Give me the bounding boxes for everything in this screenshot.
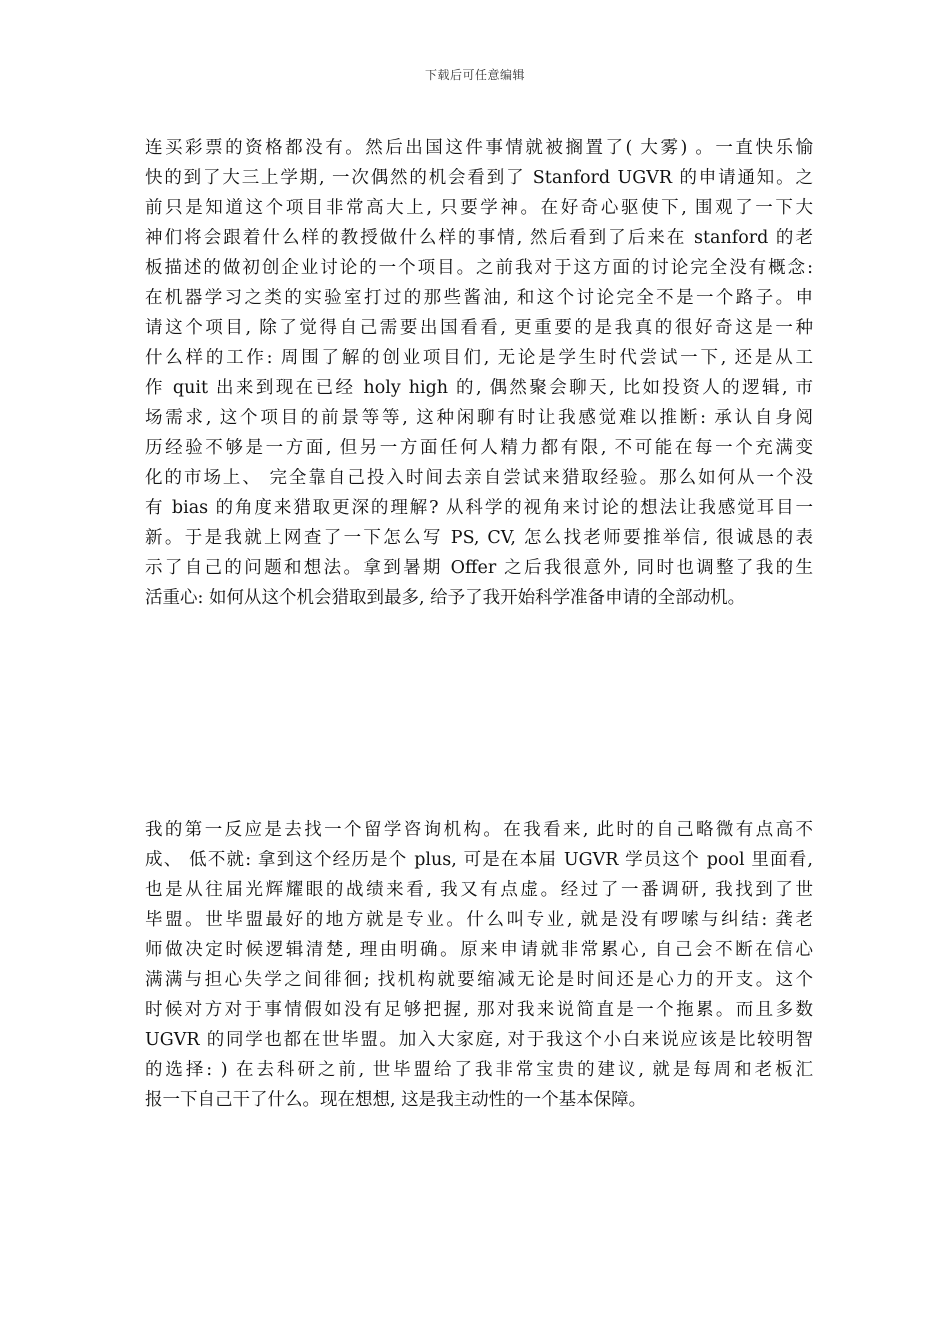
text-line: 也是从往届光辉耀眼的战绩来看, 我又有点虚。经过了一番调研, 我找到了世 bbox=[145, 880, 813, 900]
text-line: UGVR 的同学也都在世毕盟。加入大家庭, 对于我这个小白来说应该是比较明智 bbox=[145, 1030, 813, 1050]
text-line: 的选择: ) 在去科研之前, 世毕盟给了我非常宝贵的建议, 就是每周和老板汇 bbox=[145, 1060, 813, 1080]
text-line: 板描述的做初创企业讨论的一个项目。之前我对于这方面的讨论完全没有概念: bbox=[145, 258, 813, 278]
text-line: 前只是知道这个项目非常高大上, 只要学神。在好奇心驱使下, 围观了一下大 bbox=[145, 198, 813, 218]
text-line: 新。于是我就上网查了一下怎么写 PS, CV, 怎么找老师要推举信, 很诚恳的表 bbox=[145, 528, 813, 548]
text-line: 什么样的工作: 周围了解的创业项目们, 无论是学生时代尝试一下, 还是从工 bbox=[145, 348, 813, 368]
text-line: 神们将会跟着什么样的教授做什么样的事情, 然后看到了后来在 stanford 的老 bbox=[145, 228, 813, 248]
text-line: 师做决定时候逻辑清楚, 理由明确。原来申请就非常累心, 自己会不断在信心 bbox=[145, 940, 813, 960]
text-line: 快的到了大三上学期, 一次偶然的机会看到了 Stanford UGVR 的申请通知。之 bbox=[145, 168, 813, 188]
text-line: 在机器学习之类的实验室打过的那些酱油, 和这个讨论完全不是一个路子。申 bbox=[145, 288, 813, 308]
text-line: 作 quit 出来到现在已经 holy high 的, 偶然聚会聊天, 比如投资人的逻辑, 市 bbox=[145, 378, 813, 398]
text-line: 请这个项目, 除了觉得自己需要出国看看, 更重要的是我真的很好奇这是一种 bbox=[145, 318, 813, 338]
text-line: 成、 低不就: 拿到这个经历是个 plus, 可是在本届 UGVR 学员这个 pool 里面看, bbox=[145, 850, 813, 870]
text-line: 时候对方对于事情假如没有足够把握, 那对我来说简直是一个拖累。而且多数 bbox=[145, 1000, 813, 1020]
text-line: 活重心: 如何从这个机会猎取到最多, 给予了我开始科学准备申请的全部动机。 bbox=[145, 588, 746, 608]
text-line: 示了自己的问题和想法。拿到暑期 Offer 之后我很意外, 同时也调整了我的生 bbox=[145, 558, 813, 578]
text-line: 化的市场上、 完全靠自己投入时间去亲自尝试来猎取经验。那么如何从一个没 bbox=[145, 468, 813, 488]
text-line: 有 bias 的角度来猎取更深的理解? 从科学的视角来讨论的想法让我感觉耳目一 bbox=[145, 498, 813, 518]
text-line: 满满与担心失学之间徘徊; 找机构就要缩减无论是时间还是心力的开支。这个 bbox=[145, 970, 813, 990]
text-line: 报一下自己干了什么。现在想想, 这是我主动性的一个基本保障。 bbox=[145, 1090, 647, 1110]
paragraph-1 bbox=[145, 133, 813, 613]
text-line: 连买彩票的资格都没有。然后出国这件事情就被搁置了( 大雾) 。一直快乐愉 bbox=[145, 138, 813, 158]
text-line: 毕盟。世毕盟最好的地方就是专业。什么叫专业, 就是没有啰嗦与纠结: 龚老 bbox=[145, 910, 813, 930]
page-header: 下载后可任意编辑 bbox=[424, 68, 525, 82]
paragraph-2 bbox=[145, 815, 813, 1115]
text-line: 历经验不够是一方面, 但另一方面任何人精力都有限, 不可能在每一个充满变 bbox=[145, 438, 813, 458]
text-line: 场需求, 这个项目的前景等等, 这种闲聊有时让我感觉难以推断: 承认自身阅 bbox=[145, 408, 813, 428]
text-line: 我的第一反应是去找一个留学咨询机构。在我看来, 此时的自己略微有点高不 bbox=[145, 820, 813, 840]
